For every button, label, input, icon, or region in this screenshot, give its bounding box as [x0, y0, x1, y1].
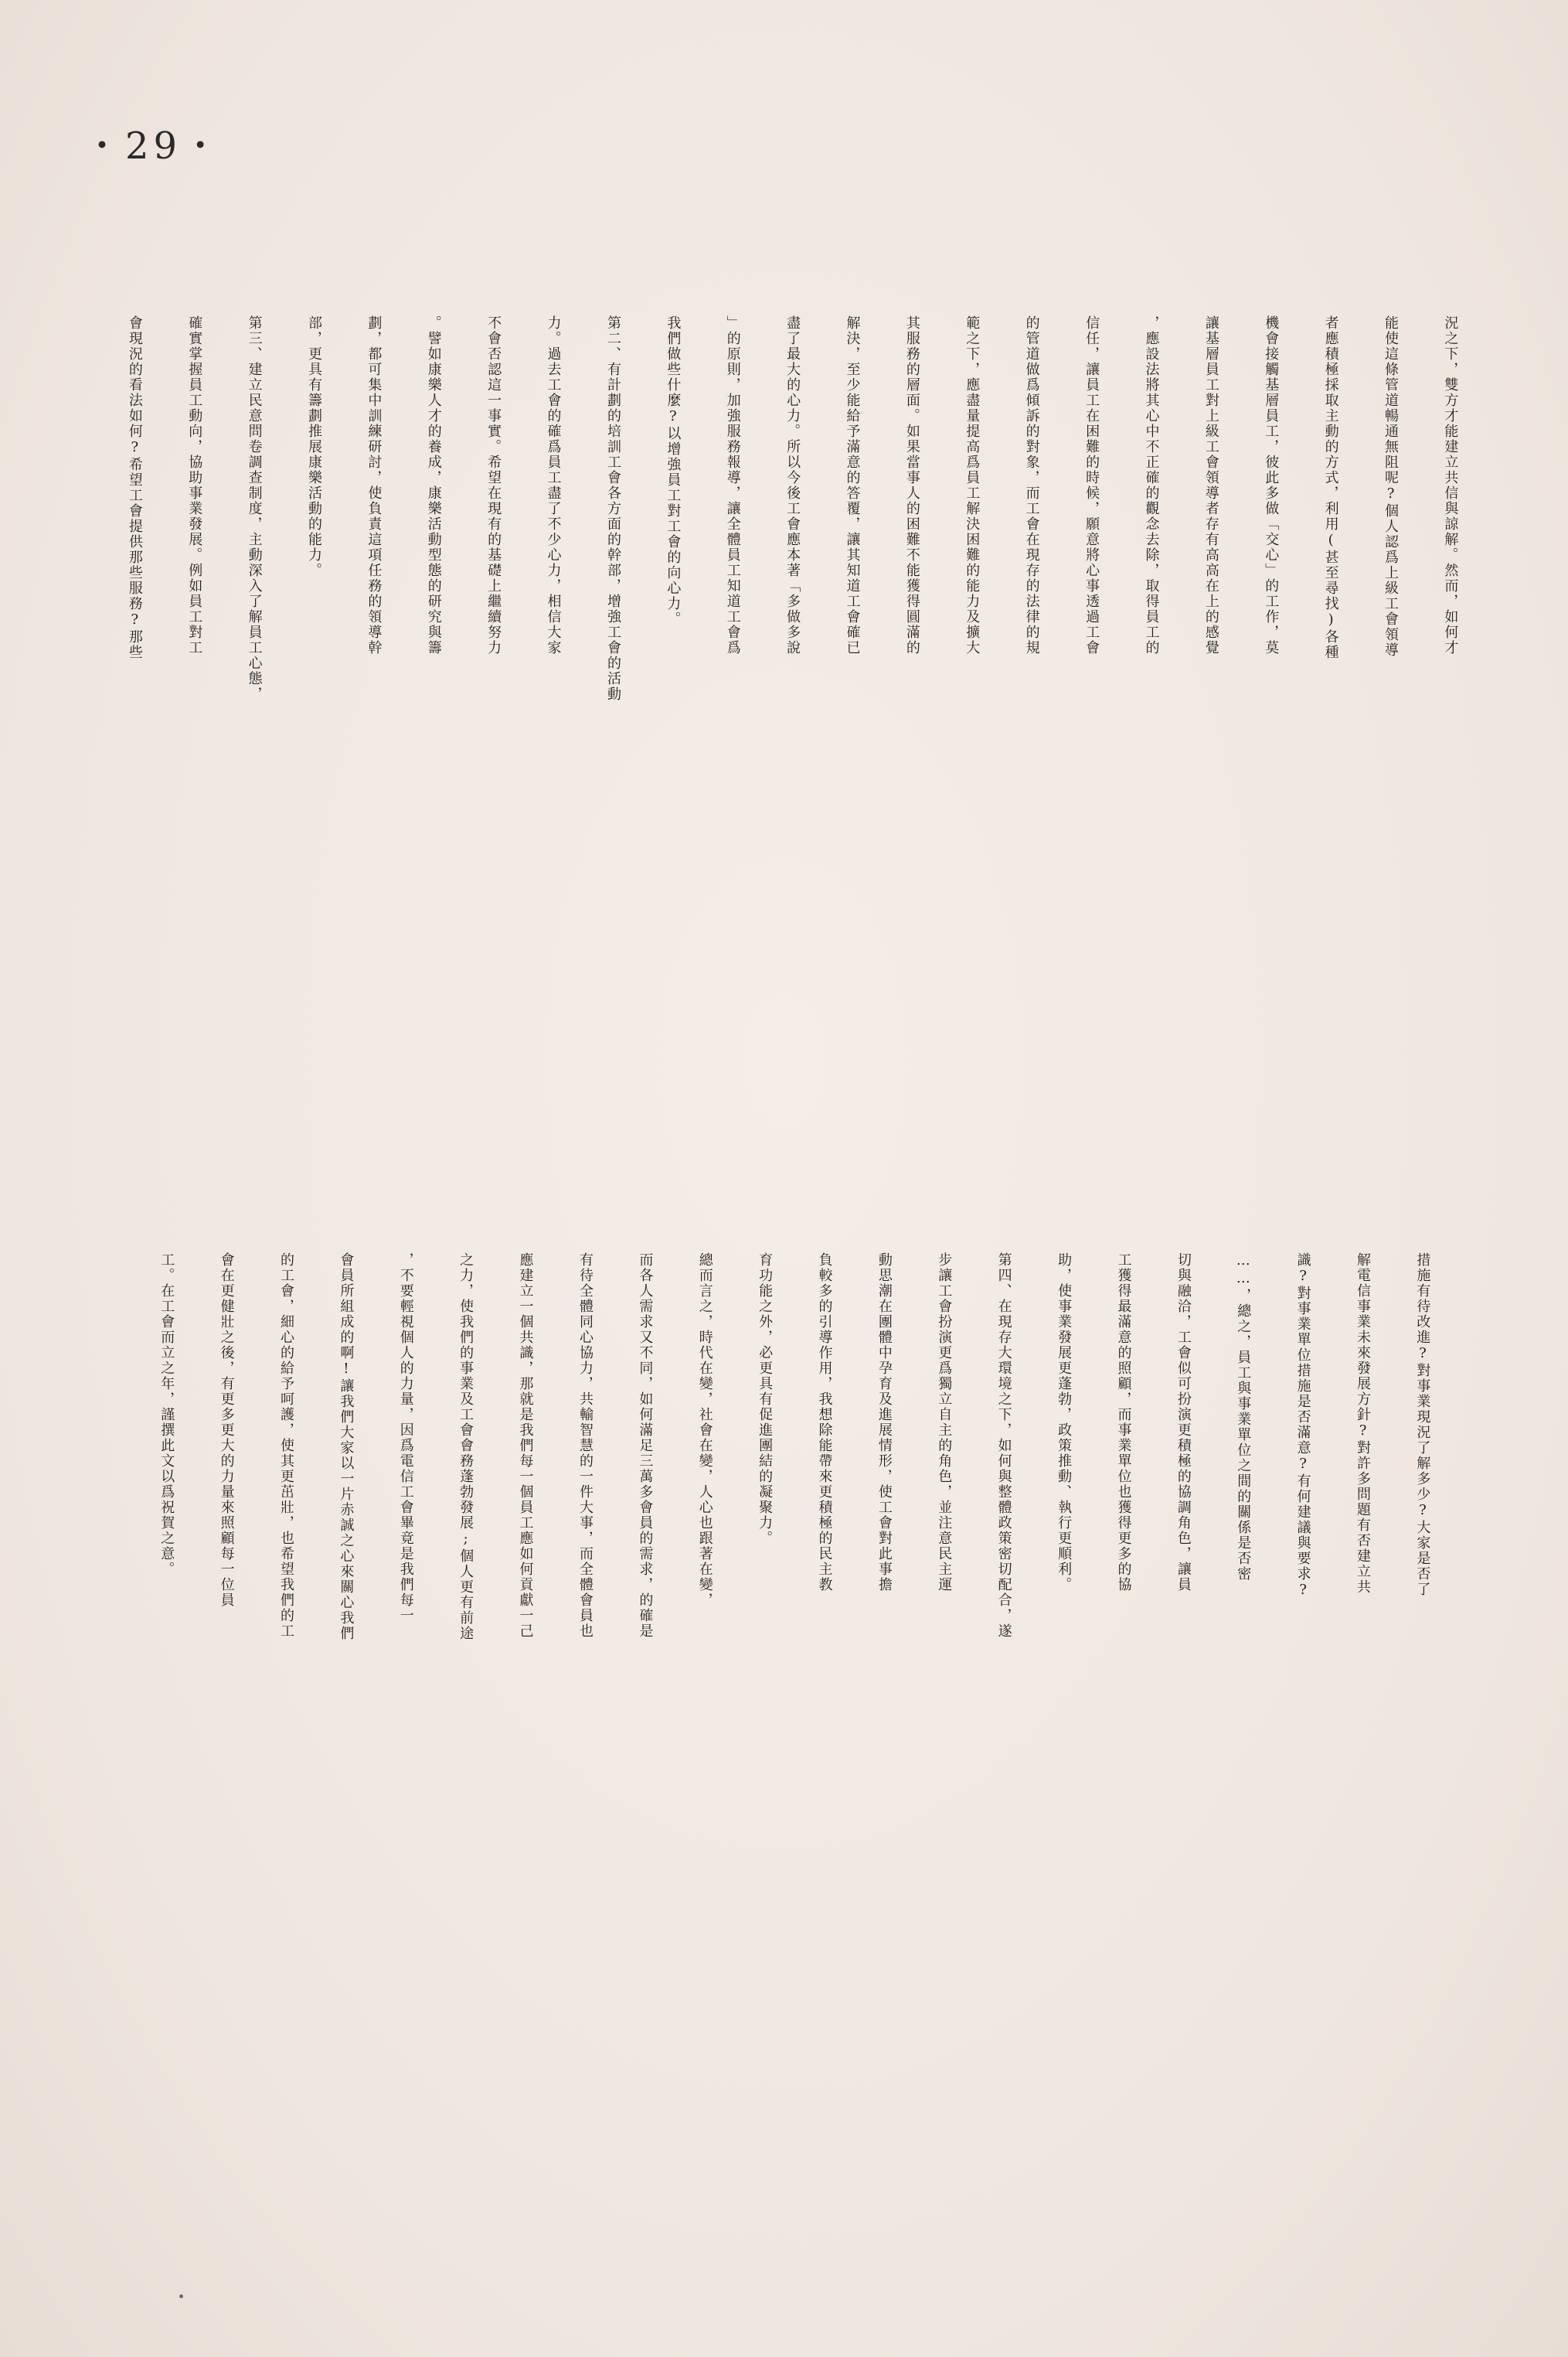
- text-column: 其服務的層面。如果當事人的困難不能獲得圓滿的: [903, 315, 920, 656]
- text-column: 。譬如康樂人才的養成，康樂活動型態的研究與籌: [425, 315, 442, 656]
- text-column: 動思潮在團體中孕育及進展情形，使工會對此事擔: [876, 1252, 893, 1592]
- text-column: 助，使事業發展更蓬勃，政策推動、執行更順利。: [1056, 1252, 1073, 1592]
- text-column: 負較多的引導作用，我想除能帶來更積極的民主教: [816, 1252, 833, 1592]
- page-number: ・29・: [83, 124, 224, 168]
- text-column: 況之下，雙方才能建立共信與諒解。然而，如何才: [1442, 315, 1459, 656]
- text-column: 會在更健壯之後，有更多更大的力量來照顧每一位員: [218, 1252, 235, 1608]
- text-column: 解電信事業未來發展方針?對許多問題有否建立共: [1355, 1252, 1372, 1595]
- text-column: 盡了最大的心力。所以今後工會應本著「多做多說: [784, 315, 801, 656]
- text-column: 劃，都可集中訓練研討，使負責這項任務的領導幹: [366, 315, 383, 656]
- text-column: 會現況的看法如何?希望工會提供那些服務?那些: [126, 315, 143, 660]
- text-column: 育功能之外，必更具有促進團結的凝聚力。: [757, 1252, 774, 1546]
- text-column: 之力，使我們的事業及工會會務蓬勃發展;個人更有前途: [457, 1252, 474, 1641]
- text-column: 信任，讓員工在困難的時候，願意將心事透過工會: [1083, 315, 1100, 656]
- text-column: 會員所組成的啊!讓我們大家以一片赤誠之心來關心我們: [338, 1252, 355, 1641]
- text-column: 確實掌握員工動向，協助事業發展。例如員工對工: [186, 315, 203, 656]
- text-column: 工。在工會而立之年，謹撰此文以爲祝賀之意。: [158, 1252, 175, 1577]
- text-column: 能使這條管道暢通無阻呢?個人認爲上級工會領導: [1383, 315, 1400, 658]
- text-column: 有待全體同心協力，共輸智慧的一件大事，而全體會員也: [577, 1252, 594, 1639]
- text-column: 解決，至少能給予滿意的答覆，讓其知道工會確已: [844, 315, 861, 656]
- text-column: 總而言之，時代在變，社會在變，人心也跟著在變，: [696, 1252, 713, 1608]
- text-column: ……，總之，員工與事業單位之間的關係是否密: [1235, 1252, 1252, 1582]
- text-column: 切與融洽，工會似可扮演更積極的協調角色，讓員: [1175, 1252, 1192, 1592]
- text-column: 讓基層員工對上級工會領導者存有高高在上的感覺: [1202, 315, 1219, 656]
- section-heading-column: 第三、建立民意問卷調查制度，主動深入了解員工心態，: [246, 315, 263, 702]
- upper-text-block: [84, 315, 1500, 1282]
- text-column: 的管道做爲傾訴的對象，而工會在現存的法律的規: [1023, 315, 1040, 656]
- text-column: 機會接觸基層員工，彼此多做「交心」的工作，莫: [1263, 315, 1280, 656]
- text-column: ，應設法將其心中不正確的觀念去除，取得員工的: [1143, 315, 1160, 656]
- section-heading-column: 第四、在現存大環境之下，如何與整體政策密切配合，遂: [995, 1252, 1012, 1639]
- text-column: 識?對事業單位措施是否滿意?有何建議與要求?: [1294, 1252, 1311, 1599]
- text-column: 我們做些什麼?以增強員工對工會的向心力。: [665, 315, 682, 627]
- text-column: ，不要輕視個人的力量，因爲電信工會畢竟是我們每一: [397, 1252, 414, 1623]
- scan-speck: [179, 2294, 183, 2298]
- text-column: 不會否認這一事實。希望在現有的基礎上繼續努力: [485, 315, 502, 656]
- text-column: 的工會，細心的給予呵護，使其更茁壯，也希望我們的工: [277, 1252, 294, 1639]
- text-column: 」的原則，加強服務報導，讓全體員工知道工會爲: [724, 315, 741, 656]
- text-column: 者應積極採取主動的方式，利用(甚至尋找)各種: [1322, 315, 1339, 660]
- section-heading-column: 第二、有計劃的培訓工會各方面的幹部，增強工會的活動: [604, 315, 621, 702]
- text-column: 應建立一個共識，那就是我們每一個員工應如何貢獻一己: [517, 1252, 534, 1639]
- text-column: 步讓工會扮演更爲獨立自主的角色，並注意民主運: [936, 1252, 953, 1592]
- text-column: 範之下，應盡量提高爲員工解決困難的能力及擴大: [964, 315, 981, 656]
- text-column: 而各人需求又不同，如何滿足三萬多會員的需求，的確是: [637, 1252, 654, 1639]
- text-column: 工獲得最滿意的照顧，而事業單位也獲得更多的協: [1115, 1252, 1132, 1592]
- text-column: 措施有待改進?對事業現況了解多少?大家是否了: [1414, 1252, 1431, 1597]
- text-column: 部，更具有籌劃推展康樂活動的能力。: [305, 315, 322, 578]
- lower-text-block: [117, 1252, 1472, 2257]
- text-column: 力。過去工會的確爲員工盡了不少心力，相信大家: [545, 315, 562, 656]
